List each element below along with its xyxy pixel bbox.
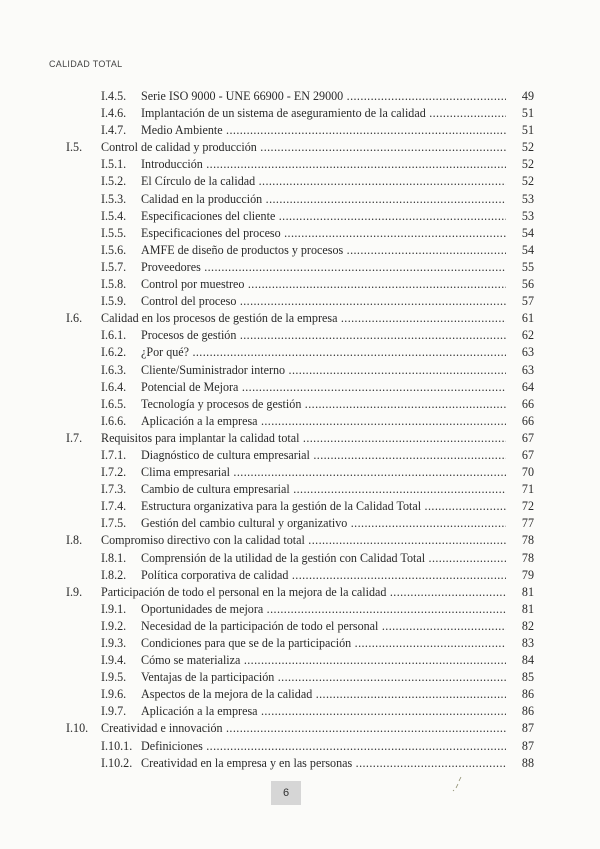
- toc-entry-title: AMFE de diseño de productos y procesos .....: [141, 242, 506, 259]
- toc-subsection-entry: [66, 242, 534, 259]
- toc-entry-number: I.5.2.: [101, 174, 127, 189]
- toc-entry-page: 78: [521, 533, 534, 548]
- toc-entry-title: Compromiso directivo con la calidad total .....: [101, 532, 506, 549]
- toc-section-entry: [66, 720, 534, 737]
- toc-entry-title: Control del proceso .....: [141, 293, 506, 310]
- toc-entry-number: I.8.1.: [101, 550, 127, 565]
- toc-subsection-entry: [66, 481, 534, 498]
- toc-entry-page: 78: [521, 550, 534, 565]
- toc-entry-title: ¿Por qué? .....: [141, 344, 506, 361]
- toc-entry-number: I.4.7.: [101, 123, 127, 138]
- toc-entry-title: Especificaciones del cliente .....: [141, 208, 506, 225]
- toc-entry-page: 86: [521, 687, 534, 702]
- toc-subsection-entry: [66, 738, 534, 755]
- toc-entry-number: I.9.3.: [101, 636, 127, 650]
- page-number: 6: [271, 781, 301, 805]
- toc-entry-title: Medio Ambiente .....: [141, 122, 506, 139]
- toc-entry-number: I.4.6.: [101, 106, 127, 121]
- toc-subsection-entry: [66, 259, 534, 276]
- toc-entry-number: I.9.6.: [101, 687, 127, 702]
- toc-entry-title: Cambio de cultura empresarial .....: [141, 481, 506, 498]
- toc-entry-number: I.5.5.: [101, 225, 127, 240]
- toc-entry-title: Gestión del cambio cultural y organizativo .....: [141, 515, 506, 532]
- toc-entry-page: 54: [521, 225, 534, 240]
- toc-entry-title: Política corporativa de calidad .....: [141, 567, 506, 584]
- toc-entry-title: Clima empresarial .....: [141, 464, 506, 481]
- toc-entry-page: 62: [521, 328, 534, 343]
- toc-entry-number: I.5.9.: [101, 294, 127, 309]
- toc-subsection-entry: [66, 208, 534, 225]
- toc-entry-page: 64: [521, 379, 534, 394]
- pencil-mark: [450, 776, 464, 792]
- toc-entry-page: 83: [521, 636, 534, 650]
- toc-section-entry: [66, 532, 534, 549]
- toc-subsection-entry: [66, 652, 534, 669]
- toc-entry-page: 67: [521, 430, 534, 445]
- toc-entry-number: I.7.4.: [101, 499, 127, 514]
- toc-entry-number: I.10.2.: [101, 755, 133, 770]
- toc-entry-title: Proveedores .....: [141, 259, 506, 276]
- toc-entry-page: 53: [521, 191, 534, 206]
- toc-entry-page: 63: [521, 362, 534, 377]
- toc-subsection-entry: [66, 601, 534, 618]
- toc-subsection-entry: [66, 669, 534, 686]
- toc-entry-page: 52: [521, 157, 534, 172]
- toc-subsection-entry: [66, 88, 534, 105]
- toc-entry-page: 55: [521, 259, 534, 274]
- toc-subsection-entry: [66, 122, 534, 139]
- toc-entry-title: Calidad en los procesos de gestión de la empresa .....: [101, 310, 506, 327]
- toc-entry-number: I.5.: [66, 140, 83, 155]
- toc-entry-page: 51: [521, 106, 534, 121]
- toc-entry-page: 86: [521, 704, 534, 719]
- toc-entry-title: Introducción .....: [141, 156, 506, 173]
- toc-entry-page: 81: [521, 601, 534, 616]
- toc-entry-title: Creatividad en la empresa y en las personas .....: [141, 755, 506, 772]
- toc-entry-title: Procesos de gestión .....: [141, 327, 506, 344]
- toc-subsection-entry: [66, 293, 534, 310]
- toc-entry-page: 72: [521, 499, 534, 514]
- toc-subsection-entry: [66, 344, 534, 361]
- toc-entry-title: Definiciones .....: [141, 738, 506, 755]
- toc-entry-page: 52: [521, 174, 534, 189]
- toc-entry-number: I.6.6.: [101, 413, 127, 428]
- toc-entry-title: Aplicación a la empresa .....: [141, 703, 506, 720]
- toc-entry-title: Especificaciones del proceso .....: [141, 225, 506, 242]
- toc-entry-page: 88: [521, 755, 534, 770]
- toc-entry-page: 67: [521, 447, 534, 462]
- toc-entry-page: 85: [521, 670, 534, 685]
- toc-entry-page: 87: [521, 738, 534, 753]
- toc-subsection-entry: [66, 567, 534, 584]
- toc-entry-page: 70: [521, 465, 534, 480]
- toc-entry-number: I.9.5.: [101, 670, 127, 685]
- toc-entry-number: I.7.: [66, 430, 83, 445]
- toc-subsection-entry: [66, 498, 534, 515]
- toc-entry-page: 51: [521, 123, 534, 138]
- toc-entry-number: I.9.: [66, 584, 83, 599]
- toc-subsection-entry: [66, 327, 534, 344]
- toc-entry-title: Participación de todo el personal en la mejora de la calidad .....: [101, 584, 506, 601]
- toc-subsection-entry: [66, 225, 534, 242]
- toc-entry-number: I.6.1.: [101, 328, 127, 343]
- toc-entry-number: I.9.1.: [101, 601, 127, 616]
- toc-entry-title: Potencial de Mejora .....: [141, 379, 506, 396]
- toc-entry-number: I.5.8.: [101, 277, 127, 292]
- toc-entry-page: 61: [521, 311, 534, 326]
- toc-entry-number: I.5.1.: [101, 157, 127, 172]
- toc-subsection-entry: [66, 703, 534, 720]
- toc-entry-page: 66: [521, 413, 534, 428]
- toc-entry-title: Oportunidades de mejora .....: [141, 601, 506, 618]
- toc-entry-title: Necesidad de la participación de todo el personal .....: [141, 618, 506, 635]
- toc-entry-page: 81: [521, 584, 534, 599]
- toc-entry-number: I.7.5.: [101, 516, 127, 531]
- toc-entry-title: Aspectos de la mejora de la calidad .....: [141, 686, 506, 703]
- toc-entry-title: Aplicación a la empresa .....: [141, 413, 506, 430]
- toc-section-entry: [66, 430, 534, 447]
- toc-entry-page: 66: [521, 396, 534, 411]
- toc-entry-page: 49: [521, 89, 534, 103]
- toc-entry-number: I.6.: [66, 311, 83, 326]
- toc-entry-page: 56: [521, 277, 534, 292]
- toc-section-entry: [66, 310, 534, 327]
- toc-entry-title: Calidad en la producción .....: [141, 191, 506, 208]
- toc-entry-title: Tecnología y procesos de gestión .....: [141, 396, 506, 413]
- toc-entry-title: Ventajas de la participación .....: [141, 669, 506, 686]
- toc-subsection-entry: [66, 105, 534, 122]
- toc-entry-number: I.9.2.: [101, 618, 127, 633]
- toc-subsection-entry: [66, 413, 534, 430]
- toc-entry-title: Implantación de un sistema de aseguramiento de la calidad .....: [141, 105, 506, 122]
- toc-subsection-entry: [66, 618, 534, 635]
- toc-entry-title: Comprensión de la utilidad de la gestión con Calidad Total .....: [141, 550, 506, 567]
- toc-subsection-entry: [66, 447, 534, 464]
- toc-entry-number: I.7.3.: [101, 482, 127, 497]
- toc-subsection-entry: [66, 396, 534, 413]
- toc-entry-page: 57: [521, 294, 534, 309]
- toc-entry-number: I.10.1.: [101, 738, 133, 753]
- toc-entry-number: I.9.4.: [101, 653, 127, 668]
- toc-subsection-entry: [66, 156, 534, 173]
- toc-entry-number: I.6.2.: [101, 345, 127, 360]
- toc-entry-number: I.5.3.: [101, 191, 127, 206]
- toc-entry-page: 87: [521, 721, 534, 736]
- toc-entry-page: 53: [521, 208, 534, 223]
- toc-entry-title: Diagnóstico de cultura empresarial .....: [141, 447, 506, 464]
- toc-subsection-entry: [66, 515, 534, 532]
- toc-entry-page: 52: [521, 140, 534, 155]
- toc-subsection-entry: [66, 686, 534, 703]
- toc-section-entry: [66, 584, 534, 601]
- toc-entry-title: Serie ISO 9000 - UNE 66900 - EN 29000 .....: [141, 88, 506, 105]
- running-head: CALIDAD TOTAL: [49, 59, 123, 69]
- toc-entry-number: I.8.2.: [101, 567, 127, 582]
- toc-entry-number: I.5.7.: [101, 259, 127, 274]
- toc-section-entry: [66, 139, 534, 156]
- toc-entry-number: I.9.7.: [101, 704, 127, 719]
- toc-subsection-entry: [66, 173, 534, 190]
- toc-entry-number: I.6.4.: [101, 379, 127, 394]
- toc-entry-page: 77: [521, 516, 534, 531]
- toc-entry-number: I.8.: [66, 533, 83, 548]
- table-of-contents: [66, 88, 534, 772]
- toc-entry-number: I.5.4.: [101, 208, 127, 223]
- toc-subsection-entry: [66, 464, 534, 481]
- toc-entry-page: 54: [521, 242, 534, 257]
- toc-entry-number: I.7.2.: [101, 465, 127, 480]
- toc-entry-title: Estructura organizativa para la gestión de la Calidad Total .....: [141, 498, 506, 515]
- toc-entry-page: 82: [521, 618, 534, 633]
- toc-entry-page: 71: [521, 482, 534, 497]
- toc-entry-number: I.4.5.: [101, 89, 127, 103]
- toc-subsection-entry: [66, 635, 534, 652]
- toc-subsection-entry: [66, 550, 534, 567]
- toc-entry-title: Control por muestreo .....: [141, 276, 506, 293]
- toc-entry-number: I.5.6.: [101, 242, 127, 257]
- toc-entry-page: 79: [521, 567, 534, 582]
- toc-subsection-entry: [66, 379, 534, 396]
- toc-entry-title: Cómo se materializa .....: [141, 652, 506, 669]
- toc-entry-title: Creatividad e innovación .....: [101, 720, 506, 737]
- toc-subsection-entry: [66, 276, 534, 293]
- toc-entry-title: Cliente/Suministrador interno .....: [141, 362, 506, 379]
- toc-entry-page: 63: [521, 345, 534, 360]
- toc-subsection-entry: [66, 362, 534, 379]
- toc-entry-number: I.7.1.: [101, 447, 127, 462]
- toc-entry-number: I.6.5.: [101, 396, 127, 411]
- toc-entry-page: 84: [521, 653, 534, 668]
- toc-entry-title: Condiciones para que se de la participación .....: [141, 635, 506, 652]
- toc-entry-title: Control de calidad y producción .....: [101, 139, 506, 156]
- toc-entry-title: El Círculo de la calidad .....: [141, 173, 506, 190]
- toc-subsection-entry: [66, 755, 534, 772]
- toc-entry-title: Requisitos para implantar la calidad total .....: [101, 430, 506, 447]
- toc-entry-number: I.10.: [66, 721, 89, 736]
- toc-entry-number: I.6.3.: [101, 362, 127, 377]
- toc-subsection-entry: [66, 191, 534, 208]
